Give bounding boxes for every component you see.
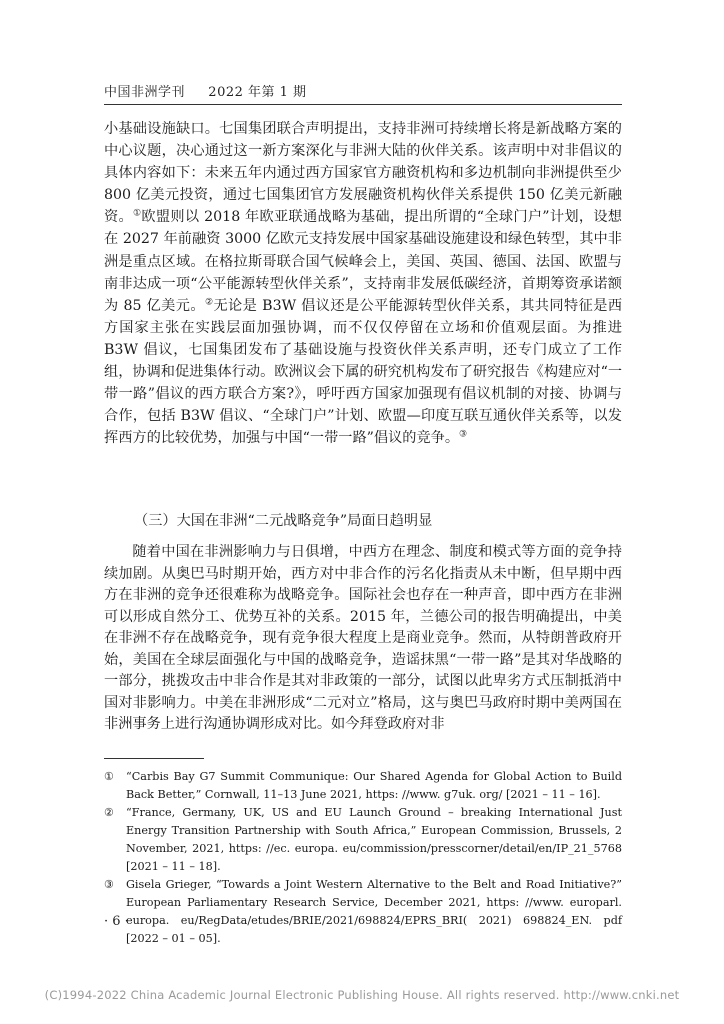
header-rule [104,104,622,105]
para1-part-c: 无论是 B3W 倡议还是公平能源转型伙伴关系，其共同特征是西方国家主张在实践层面加强协调，而不仅仅停留在立场和价值观层面。为推进 B3W 倡议，七国集团发布了基础设施与投资伙伴关系声明，还专门成立了工作组，协调和促进集体行动。欧洲议会下属的研究机构发布了研究报告《构建应对“一带一路”倡议的西方联合方案?》，呼吁西方国家加强现有倡议机制的对接、协调与合作，包括 B3W 倡议、“全球门户”计划、欧盟—印度互联互通伙伴关系等，以发挥西方的比较优势，加强与中国“一带一路”倡议的竞争。 [104,297,623,447]
footnote-text: Gisela Grieger, “Towards a Joint Western Alternative to the Belt and Road Initiative?” European Parliamentary Research Service, December 2021, https: //www. europarl. europa. eu/RegData/etudes/BRIE/2021/698824/EPRS_BRI( 2021) 698824_EN. pdf [2022 – 01 – 05]. [126,878,622,945]
page-number: · 6 · [104,914,129,929]
issue-label: 2022 年第 1 期 [208,85,307,100]
footnote-mark: ③ [104,878,115,891]
footnote-ref-2[interactable]: ② [204,297,214,308]
para2-text: 随着中国在非洲影响力与日俱增，中西方在理念、制度和模式等方面的竞争持续加剧。从奥巴马时期开始，西方对中非合作的污名化指责从未中断，但早期中西方在非洲的竞争还很难称为战略竞争。国际社会也存在一种声音，即中西方在非洲可以形成自然分工、优势互补的关系。2015 年，兰德公司的报告明确提出，中美在非洲不存在战略竞争，现有竞争很大程度上是商业竞争。然而，从特朗普政府开始，美国在全球层面强化与中国的战略竞争，造谣抹黑“一带一路”是其对华战略的一部分，挑拨攻击中非合作是其对非政策的一部分，试图以此卑劣方式压制抵消中国对非影响力。中美在非洲形成“二元对立”格局，这与奥巴马政府时期中美两国在非洲事务上进行沟通协调形成对比。如今拜登政府对非 [104,544,622,732]
footnote-text: “France, Germany, UK, US and EU Launch Ground – breaking International Just Energy Transition Partnership with South Africa,” European Commission, Brussels, 2 November, 2021, https: //ec. europa. eu/commission/presscorner/detail/en/IP_21_5768 [2021 – 11 – 18]. [126,806,622,873]
footnote-ref-1[interactable]: ① [132,208,142,219]
footnote-1 [104,768,622,804]
footnote-3 [104,876,622,948]
body-paragraph-2 [104,542,622,736]
footnote-2 [104,804,622,876]
footnote-ref-3[interactable]: ③ [459,429,468,440]
para1-part-a: 小基础设施缺口。七国集团联合声明提出，支持非洲可持续增长将是新战略方案的中心议题，决心通过这一新方案深化与非洲大陆的伙伴关系。该声明中对非倡议的具体内容如下：未来五年内通过西方国家官方融资机构和多边机制向非洲提供至少 800 亿美元投资，通过七国集团官方发展融资机构伙伴关系提供 150 亿美元新融资。 [104,121,622,226]
copyright-footer: (C)1994-2022 China Academic Journal Electronic Publishing House. All rights reserved. http://www.cnki.net [44,988,680,1002]
footnote-text: “Carbis Bay G7 Summit Communique: Our Shared Agenda for Global Action to Build Back Better,” Cornwall, 11–13 June 2021, https: //www. g7uk. org/ [2021 – 11 – 16]. [126,770,622,801]
footnote-mark: ① [104,770,115,783]
footnote-mark: ② [104,806,115,819]
footnote-rule [104,758,204,759]
section-heading: （三）大国在非洲“二元战略竞争”局面日趋明显 [134,513,433,529]
journal-name: 中国非洲学刊 [104,85,186,100]
running-header [104,81,307,100]
body-paragraph-1 [104,118,622,449]
para1-part-b: 欧盟则以 2018 年欧亚联通战略为基础，提出所谓的“全球门户”计划，设想在 2027 年前融资 3000 亿欧元支持发展中国家基础设施建设和绿色转型，其中非洲是重点区域。在格拉斯哥联合国气候峰会上，美国、英国、德国、法国、欧盟与南非达成一项“公平能源转型伙伴关系”，支持南非发展低碳经济，首期筹资承诺额为 85 亿美元。 [104,209,622,314]
footnotes [104,768,622,948]
